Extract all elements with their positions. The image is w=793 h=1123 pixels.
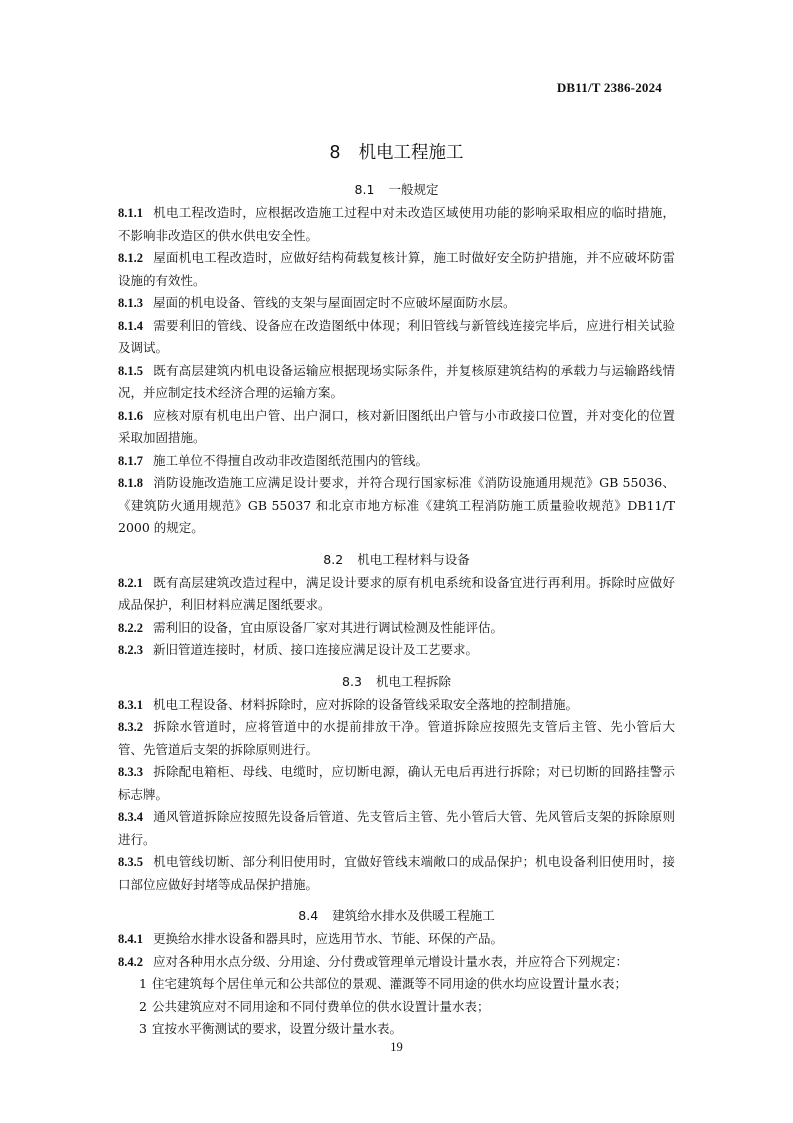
- clause: [118, 617, 675, 640]
- clause-number: 8.3.1: [118, 697, 143, 712]
- clause-text: 屋面的机电设备、管线的支架与屋面固定时不应破坏屋面防水层。: [153, 295, 516, 310]
- list-item-number: 1: [139, 976, 147, 991]
- clause-text: 施工单位不得擅自改动非改造图纸范围内的管线。: [153, 452, 429, 468]
- section-title: [118, 548, 675, 572]
- section-8-2: [118, 548, 675, 662]
- section-title: [118, 904, 675, 928]
- clause: [118, 694, 675, 717]
- clause-number: 8.3.5: [118, 855, 143, 869]
- section-title-text: 一般规定: [388, 182, 439, 197]
- section-title-text: 机电工程拆除: [375, 673, 451, 689]
- clause: [118, 951, 675, 974]
- clause-text: 拆除水管道时，应将管道中的水提前排放干净。管道拆除应按照先支管后主管、先小管后大管、先管道后支架的拆除原则进行。: [118, 719, 675, 757]
- clause-text: 机电管线切断、部分利旧使用时，宜做好管线末端敞口的成品保护；机电设备利旧使用时，接口部位应做好封堵等成品保护措施。: [118, 854, 675, 892]
- clause-number: 8.1.1: [118, 206, 143, 220]
- clause-number: 8.1.3: [118, 296, 143, 310]
- clause-text: 屋面机电工程改造时，应做好结构荷载复核计算，施工时做好安全防护措施，并不应破坏防雷设施的有效性。: [118, 250, 675, 288]
- clause: [118, 360, 675, 405]
- list-item-text: 宜按水平衡测试的要求，设置分级计量水表。: [151, 1021, 402, 1036]
- section-number: 8.1: [354, 182, 375, 197]
- section-number: 8.2: [323, 551, 344, 567]
- clause: [118, 472, 675, 540]
- clause: [118, 247, 675, 292]
- section-title-text: 机电工程材料与设备: [357, 551, 470, 567]
- clause-number: 8.2.2: [118, 620, 143, 635]
- clause-text: 拆除配电箱柜、母线、电缆时，应切断电源，确认无电后再进行拆除；对已切断的回路挂警示标志牌。: [118, 764, 675, 802]
- clause-number: 8.1.8: [118, 476, 143, 490]
- list-item-text: 公共建筑应对不同用途和不同付费单位的供水设置计量水表；: [151, 998, 490, 1014]
- clause-text: 消防设施改造施工应满足设计要求，并符合现行国家标准《消防设施通用规范》GB 55036、《建筑防火通用规范》GB 55037 和北京市地方标准《建筑工程消防施工质量验收规范》DB11/T 2000 的规定。: [118, 475, 675, 535]
- clause-number: 8.4.1: [118, 932, 143, 946]
- list-item: [118, 1018, 675, 1041]
- clause-number: 8.4.2: [118, 954, 143, 969]
- clause-number: 8.2.1: [118, 575, 143, 590]
- clause: [118, 315, 675, 360]
- clause: [118, 202, 675, 247]
- clause: [118, 292, 675, 315]
- section-title: [118, 670, 675, 694]
- clause: [118, 450, 675, 473]
- clause: [118, 405, 675, 450]
- section-number: 8.4: [298, 908, 319, 923]
- section-title-text: 建筑给水排水及供暖工程施工: [332, 908, 495, 923]
- section-8-3: [118, 670, 675, 897]
- section-8-4: [118, 904, 675, 1041]
- section-number: 8.3: [342, 673, 362, 689]
- clause-text: 既有高层建筑内机电设备运输应根据现场实际条件，并复核原建筑结构的承载力与运输路线情况，并应制定技术经济合理的运输方案。: [118, 362, 675, 400]
- clause-text: 通风管道拆除应按照先设备后管道、先支管后主管、先小管后大管、先风管后支架的拆除原则进行。: [118, 809, 675, 847]
- list-item-text: 住宅建筑每个居住单元和公共部位的景观、灌溉等不同用途的供水均应设置计量水表；: [151, 976, 627, 991]
- clause-number: 8.2.3: [118, 643, 143, 657]
- clause-number: 8.3.2: [118, 720, 143, 734]
- clause-number: 8.1.4: [118, 318, 143, 333]
- clause: [118, 928, 675, 951]
- clause: [118, 761, 675, 806]
- clause: [118, 716, 675, 761]
- clause-number: 8.3.3: [118, 765, 143, 779]
- clause-text: 需要利旧的管线、设备应在改造图纸中体现；利旧管线与新管线连接完毕后，应进行相关试验及调试。: [118, 317, 675, 355]
- list-item-number: 2: [139, 998, 147, 1014]
- clause-number: 8.1.5: [118, 363, 143, 378]
- clause-text: 机电工程改造时，应根据改造施工过程中对未改造区域使用功能的影响采取相应的临时措施，不影响非改造区的供水供电安全性。: [118, 205, 675, 243]
- clause: [118, 639, 675, 662]
- clause-text: 新旧管道连接时，材质、接口连接应满足设计及工艺要求。: [153, 642, 479, 657]
- list-item-number: 3: [139, 1021, 147, 1036]
- clause-number: 8.1.2: [118, 251, 143, 265]
- section-8-1: [118, 178, 675, 540]
- list-item: [118, 996, 675, 1019]
- content: [118, 178, 675, 1041]
- clause-text: 机电工程设备、材料拆除时，应对拆除的设备管线采取安全落地的控制措施。: [153, 696, 579, 712]
- list-item: [118, 973, 675, 996]
- clause: [118, 806, 675, 851]
- clause-text: 应对各种用水点分级、分用途、分付费或管理单元增设计量水表，并应符合下列规定：: [153, 953, 629, 969]
- clause-text: 应核对原有机电出户管、出户洞口，核对新旧图纸出户管与小市政接口位置，并对变化的位置采取加固措施。: [118, 407, 675, 445]
- clause: [118, 572, 675, 617]
- clause-number: 8.1.7: [118, 453, 143, 468]
- chapter-number: 8: [329, 143, 341, 163]
- document-code: DB11/T 2386-2024: [556, 80, 662, 95]
- page-number: 19: [390, 1040, 403, 1054]
- section-title: [118, 178, 675, 202]
- clause-text: 既有高层建筑改造过程中，满足设计要求的原有机电系统和设备宜进行再利用。拆除时应做好成品保护，利旧材料应满足图纸要求。: [118, 574, 675, 612]
- clause-number: 8.3.4: [118, 810, 143, 824]
- clause-number: 8.1.6: [118, 408, 143, 423]
- chapter-title-text: 机电工程施工: [358, 143, 464, 163]
- clause-text: 更换给水排水设备和器具时，应选用节水、节能、环保的产品。: [153, 931, 504, 946]
- chapter-title: [0, 139, 793, 164]
- clause: [118, 851, 675, 896]
- clause-text: 需利旧的设备，宜由原设备厂家对其进行调试检测及性能评估。: [153, 619, 504, 635]
